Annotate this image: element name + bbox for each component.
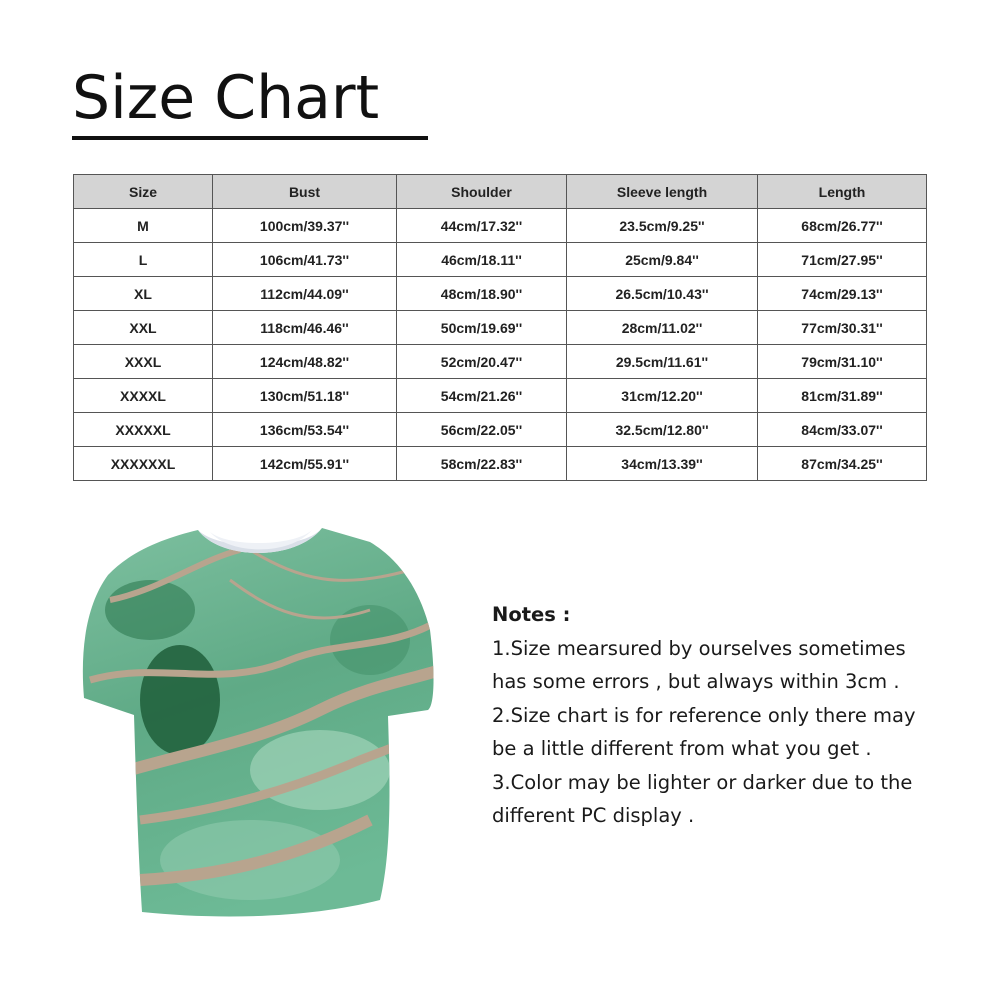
cell-sleeve-length: 25cm/9.84'' <box>567 243 758 277</box>
table-row <box>74 277 927 311</box>
cell-shoulder: 44cm/17.32'' <box>397 209 567 243</box>
cell-shoulder: 50cm/19.69'' <box>397 311 567 345</box>
cell-size: XL <box>74 277 213 311</box>
cell-shoulder: 56cm/22.05'' <box>397 413 567 447</box>
table-row <box>74 209 927 243</box>
cell-sleeve-length: 29.5cm/11.61'' <box>567 345 758 379</box>
cell-length: 68cm/26.77'' <box>758 209 927 243</box>
cell-length: 84cm/33.07'' <box>758 413 927 447</box>
cell-length: 79cm/31.10'' <box>758 345 927 379</box>
cell-bust: 118cm/46.46'' <box>213 311 397 345</box>
cell-length: 74cm/29.13'' <box>758 277 927 311</box>
table-row <box>74 379 927 413</box>
notes-line: be a little different from what you get . <box>492 737 872 760</box>
cell-size: XXXXXL <box>74 413 213 447</box>
cell-sleeve-length: 28cm/11.02'' <box>567 311 758 345</box>
cell-bust: 130cm/51.18'' <box>213 379 397 413</box>
cell-bust: 136cm/53.54'' <box>213 413 397 447</box>
title-underline <box>72 136 428 140</box>
cell-bust: 112cm/44.09'' <box>213 277 397 311</box>
cell-sleeve-length: 23.5cm/9.25'' <box>567 209 758 243</box>
cell-size: M <box>74 209 213 243</box>
column-header-length: Length <box>758 175 927 209</box>
page-title: Size Chart <box>72 63 380 133</box>
table-header-row <box>74 175 927 209</box>
cell-sleeve-length: 31cm/12.20'' <box>567 379 758 413</box>
cell-bust: 106cm/41.73'' <box>213 243 397 277</box>
column-header-bust: Bust <box>213 175 397 209</box>
cell-sleeve-length: 26.5cm/10.43'' <box>567 277 758 311</box>
column-header-shoulder: Shoulder <box>397 175 567 209</box>
cell-size: XXXXXXL <box>74 447 213 481</box>
table-row <box>74 243 927 277</box>
cell-bust: 100cm/39.37'' <box>213 209 397 243</box>
cell-size: XXXXL <box>74 379 213 413</box>
cell-shoulder: 46cm/18.11'' <box>397 243 567 277</box>
notes-line: 2.Size chart is for reference only there may <box>492 703 916 727</box>
notes <box>492 598 972 833</box>
size-table <box>73 174 927 481</box>
cell-bust: 142cm/55.91'' <box>213 447 397 481</box>
column-header-size: Size <box>74 175 213 209</box>
green-marble-tshirt-icon <box>70 520 450 930</box>
table-row <box>74 413 927 447</box>
cell-shoulder: 52cm/20.47'' <box>397 345 567 379</box>
cell-length: 81cm/31.89'' <box>758 379 927 413</box>
table-row <box>74 311 927 345</box>
cell-size: L <box>74 243 213 277</box>
table-row <box>74 345 927 379</box>
cell-size: XXXL <box>74 345 213 379</box>
cell-bust: 124cm/48.82'' <box>213 345 397 379</box>
cell-sleeve-length: 32.5cm/12.80'' <box>567 413 758 447</box>
notes-heading: Notes : <box>492 603 571 626</box>
notes-line: has some errors , but always within 3cm . <box>492 670 900 693</box>
table-row <box>74 447 927 481</box>
cell-length: 87cm/34.25'' <box>758 447 927 481</box>
notes-line: different PC display . <box>492 804 695 827</box>
cell-shoulder: 54cm/21.26'' <box>397 379 567 413</box>
cell-length: 71cm/27.95'' <box>758 243 927 277</box>
cell-size: XXL <box>74 311 213 345</box>
notes-line: 1.Size mearsured by ourselves sometimes <box>492 636 906 660</box>
cell-shoulder: 48cm/18.90'' <box>397 277 567 311</box>
cell-length: 77cm/30.31'' <box>758 311 927 345</box>
cell-sleeve-length: 34cm/13.39'' <box>567 447 758 481</box>
notes-line: 3.Color may be lighter or darker due to the <box>492 770 913 794</box>
column-header-sleeve-length: Sleeve length <box>567 175 758 209</box>
cell-shoulder: 58cm/22.83'' <box>397 447 567 481</box>
